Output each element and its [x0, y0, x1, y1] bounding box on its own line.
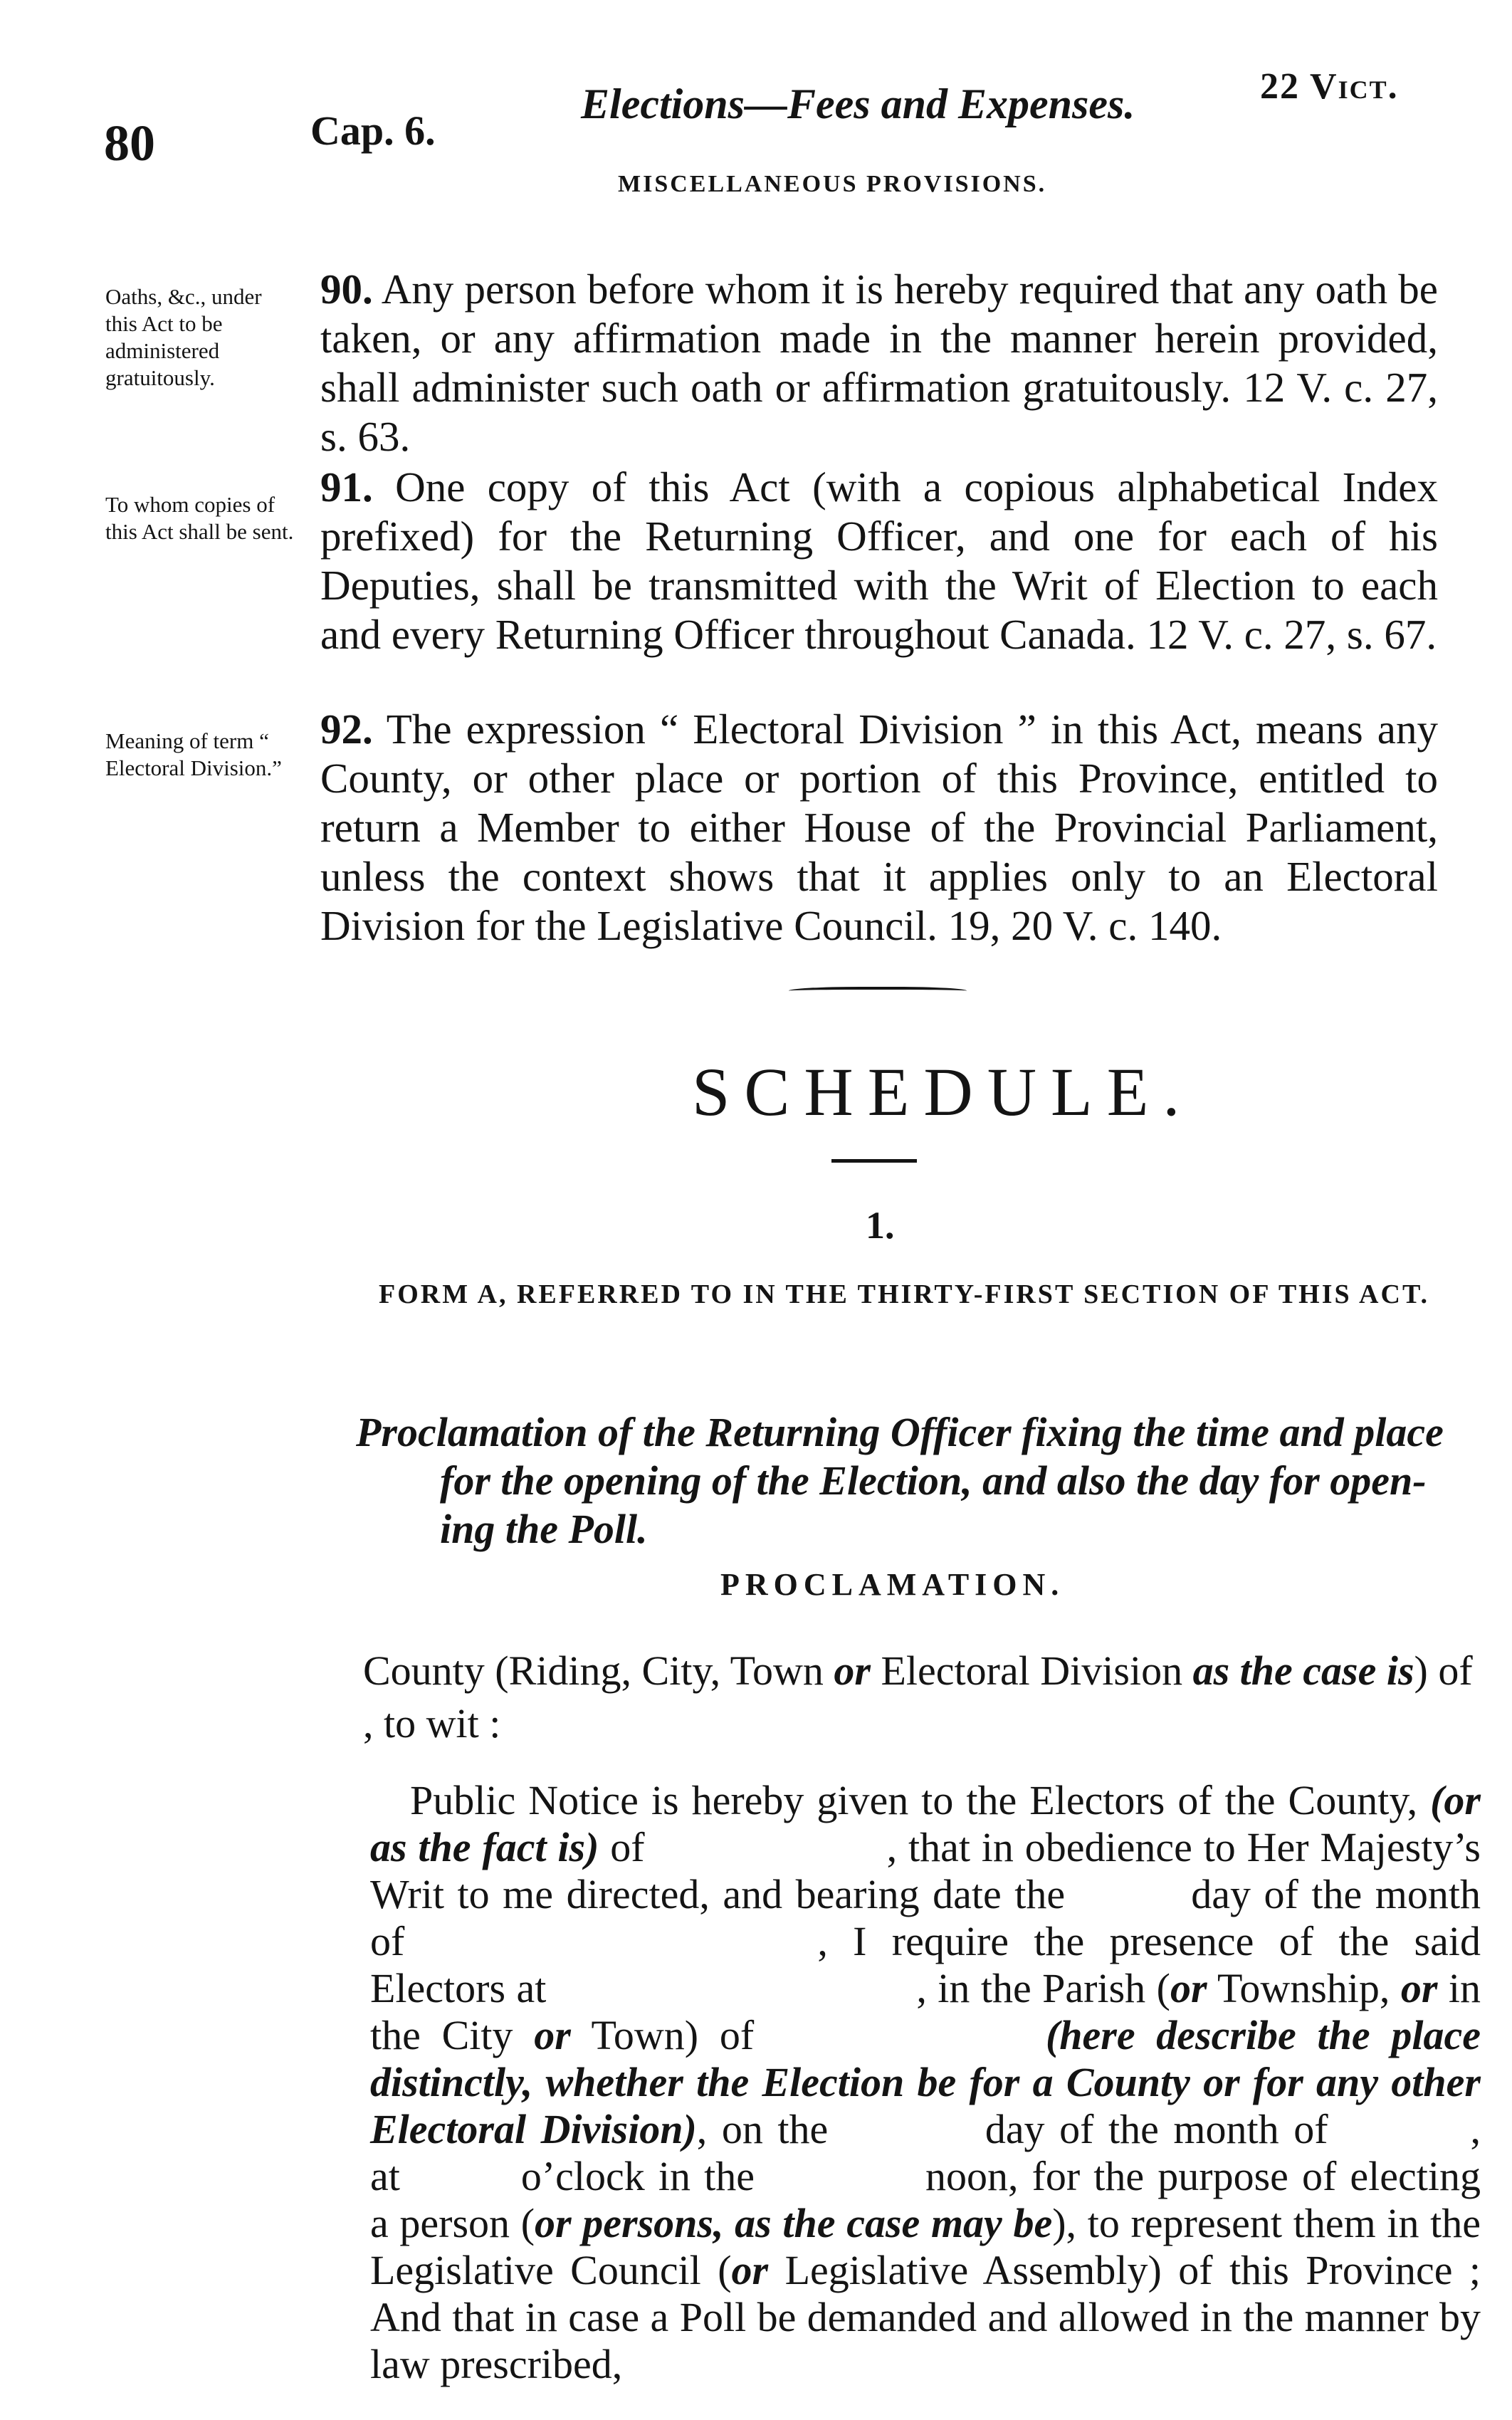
- notice-text: , I require the presence of the said Electors at: [370, 1918, 1481, 2011]
- notice-text: , at: [370, 2106, 1481, 2199]
- sidenote-92: Meaning of term “ Electoral Division.”: [105, 728, 282, 780]
- county-line: [363, 1645, 1474, 1750]
- notice-text: , on the: [696, 2106, 829, 2152]
- county-to-wit: , to wit :: [363, 1700, 501, 1746]
- notice-italic: (here describe the place distinctly, whether the Election be for a County or for any other Electoral Division): [370, 2012, 1481, 2152]
- section-text: The expression “ Electoral Division ” in this Act, means any County, or other place or portion of this Province, entitled to return a Member to either House of the Provincial Parliament, unless the context shows that it applies only to an Electoral Division for the Legislative Council. 19, 20 V. c. 140.: [320, 706, 1438, 949]
- notice-text: , that in obedience to Her Majesty’s Writ to me directed, and bearing date the: [370, 1824, 1481, 1917]
- county-text: County (Riding, City, Town: [363, 1648, 824, 1694]
- notice-text: Town) of: [591, 2012, 755, 2058]
- sidenote-90: Oaths, &c., under this Act to be administered gratuitously.: [105, 284, 262, 390]
- running-title: Elections—Fees and Expenses.: [581, 80, 1135, 127]
- form-heading: FORM A, REFERRED TO IN THE THIRTY-FIRST SECTION OF THIS ACT.: [379, 1279, 1429, 1309]
- county-division: Electoral Division: [881, 1648, 1183, 1694]
- notice-italic: or persons, as the case may be: [535, 2200, 1053, 2246]
- notice-italic: or: [731, 2247, 769, 2293]
- section-91: [320, 463, 1438, 659]
- county-or: or: [834, 1648, 871, 1694]
- notice-text: , in the Parish (: [916, 1965, 1170, 2011]
- section-text: One copy of this Act (with a copious alphabetical Index prefixed) for the Returning Officer, and one for each of his Deputies, shall be transmitted with the Writ of Election to each and every Returning Officer throughout Canada. 12 V. c. 27, s. 67.: [320, 463, 1438, 658]
- ornamental-divider: [789, 987, 967, 997]
- regnal-year: 22 Vict.: [1260, 66, 1399, 107]
- public-notice: [370, 1777, 1481, 2388]
- sidenote-91: To whom copies of this Act shall be sent.: [105, 492, 294, 544]
- proclamation-heading: PROCLAMATION.: [720, 1567, 1065, 1602]
- section-heading: MISCELLANEOUS PROVISIONS.: [618, 171, 1047, 197]
- caption-line-1: Proclamation of the Returning Officer fixing the time and place: [356, 1409, 1444, 1455]
- notice-italic: or: [1170, 1965, 1207, 2011]
- section-90: [320, 265, 1438, 461]
- short-rule: [831, 1159, 917, 1163]
- notice-text: day of the month of: [985, 2106, 1328, 2152]
- section-number: 92.: [320, 706, 373, 753]
- section-92: [320, 705, 1438, 950]
- county-as-case: as the case is: [1192, 1648, 1414, 1694]
- notice-italic: or: [534, 2012, 571, 2058]
- notice-text: day of the month of: [370, 1871, 1481, 1964]
- caption-line-2: for the opening of the Election, and also the day for open-: [440, 1457, 1427, 1504]
- section-number: 91.: [320, 463, 373, 510]
- notice-text: in the City: [370, 1965, 1481, 2058]
- notice-text: noon, for the purpose of electing a person (: [370, 2153, 1481, 2246]
- notice-italic: (or as the fact is): [370, 1777, 1481, 1870]
- schedule-number: 1.: [866, 1204, 895, 1247]
- chapter-label: Cap. 6.: [310, 108, 436, 154]
- page-number: 80: [104, 115, 155, 172]
- proclamation-caption: [356, 1408, 1466, 1554]
- section-text: Any person before whom it is hereby required that any oath be taken, or any affirmation made in the manner herein provided, shall administer such oath or affirmation gratuitously. 12 V. c. 27, s. 63.: [320, 266, 1438, 460]
- notice-text: o’clock in the: [520, 2153, 755, 2199]
- notice-text: of: [610, 1824, 645, 1870]
- notice-text: Public Notice is hereby given to the Electors of the County,: [410, 1777, 1418, 1823]
- county-of: ) of: [1414, 1648, 1473, 1694]
- notice-text: ), to represent them in the Legislative Council (: [370, 2200, 1481, 2293]
- notice-text: Legislative Assembly) of this Province ; And that in case a Poll be demanded and allowed in the manner by law prescribed,: [370, 2247, 1481, 2387]
- schedule-title: SCHEDULE.: [692, 1054, 1195, 1130]
- notice-text: Township,: [1217, 1965, 1390, 2011]
- section-number: 90.: [320, 266, 373, 313]
- notice-italic: or: [1400, 1965, 1438, 2011]
- caption-line-3: ing the Poll.: [440, 1506, 648, 1552]
